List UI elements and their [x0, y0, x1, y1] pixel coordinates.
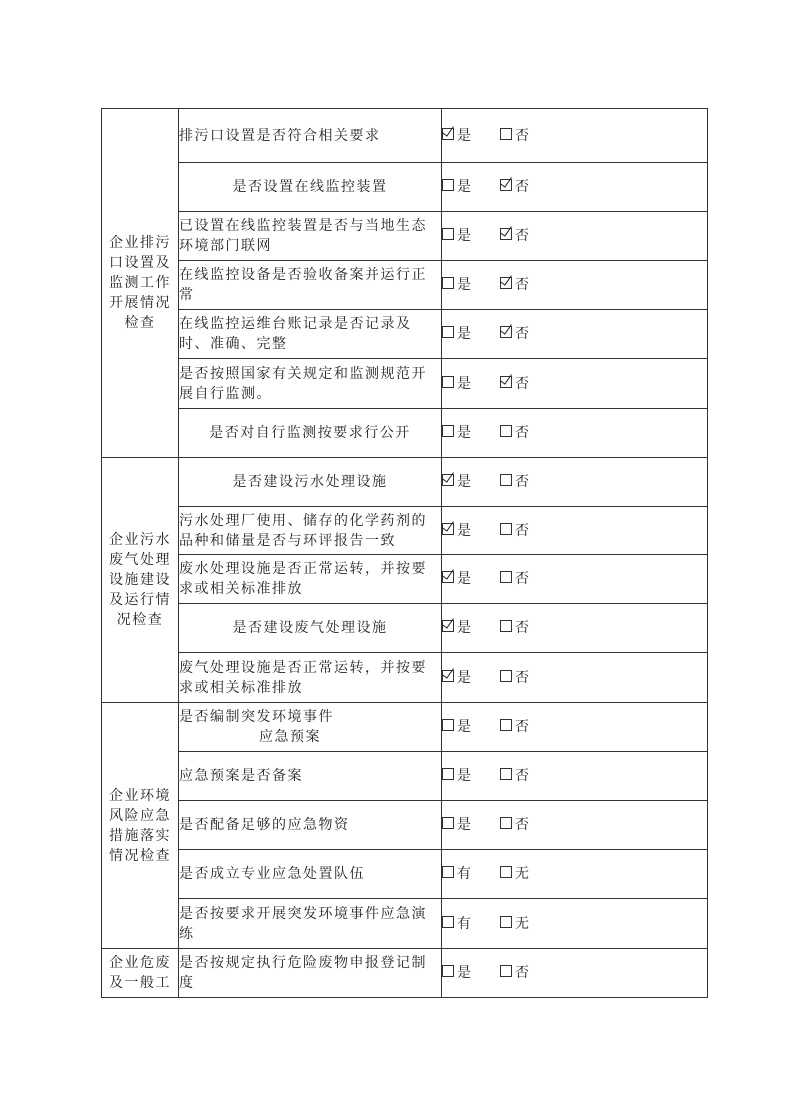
check-item: [179, 752, 442, 801]
checkbox-label: 否: [515, 620, 531, 636]
checkbox[interactable]: [442, 523, 454, 535]
checkbox-option-yes[interactable]: [442, 717, 500, 737]
answer-cell: [442, 899, 708, 949]
table-row: [102, 163, 708, 212]
check-item-text: 是否按规定执行危险废物申报登记制度: [179, 955, 427, 991]
checkbox-label: 是: [457, 620, 473, 636]
checkbox-label: 否: [515, 817, 531, 833]
checkbox-option-no[interactable]: [500, 815, 558, 835]
table-row: [102, 555, 708, 604]
checkbox-option-yes[interactable]: [442, 126, 500, 146]
check-item: [179, 604, 442, 653]
checkbox[interactable]: [442, 425, 454, 437]
category-cell: [102, 458, 179, 703]
checkbox-option-yes[interactable]: [442, 668, 500, 688]
checkbox[interactable]: [442, 719, 454, 731]
category-line: 风险应急: [109, 807, 171, 824]
table-row: [102, 949, 708, 998]
checkbox-label: 否: [515, 768, 531, 784]
check-item-text: 是否建设污水处理设施: [232, 474, 388, 490]
table-row: [102, 703, 708, 752]
checkbox-option-no[interactable]: [500, 569, 558, 589]
checkbox[interactable]: [500, 128, 512, 140]
check-item: [179, 261, 442, 310]
check-item-text: 是否配备足够的应急物资: [179, 817, 350, 833]
check-item-text: 是否编制突发环境事件: [179, 709, 334, 725]
checkbox[interactable]: [442, 179, 454, 191]
answer-cell: [442, 604, 708, 653]
category-line: 口设置及: [109, 255, 171, 271]
table-row: [102, 899, 708, 949]
table-row: [102, 752, 708, 801]
checkbox-option-yes[interactable]: [442, 569, 500, 589]
checkbox[interactable]: [500, 326, 512, 338]
checkbox-option-no[interactable]: [500, 472, 558, 492]
answer-cell: [442, 458, 708, 507]
check-item: [179, 801, 442, 850]
checkbox-label: 是: [457, 571, 473, 587]
check-item: [179, 359, 442, 409]
table-row: [102, 801, 708, 850]
checkbox-label: 是: [457, 375, 473, 392]
checkbox-option-yes[interactable]: [442, 374, 500, 394]
check-item: [179, 409, 442, 458]
check-item-text: 已设置在线监控装置是否与当地生态环境部门联网: [179, 218, 427, 254]
checkbox[interactable]: [500, 376, 512, 388]
checkbox-label: 否: [515, 522, 531, 539]
checkbox[interactable]: [442, 128, 454, 140]
checkbox-option-yes[interactable]: [442, 766, 500, 786]
checkbox-option-yes[interactable]: [442, 177, 500, 197]
checkbox[interactable]: [500, 425, 512, 437]
checkbox[interactable]: [442, 817, 454, 829]
checkbox[interactable]: [500, 670, 512, 682]
answer-cell: [442, 801, 708, 850]
checkbox[interactable]: [500, 965, 512, 977]
checkbox-option-no[interactable]: [500, 177, 558, 197]
check-item: [179, 212, 442, 261]
check-item: [179, 163, 442, 212]
checkbox-label: 否: [515, 326, 531, 342]
checkbox-option-yes[interactable]: [442, 275, 500, 295]
category-line: 及一般工: [109, 975, 171, 991]
checkbox[interactable]: [500, 768, 512, 780]
answer-cell: [442, 555, 708, 604]
checkbox[interactable]: [500, 620, 512, 632]
checkbox-label: 否: [515, 965, 531, 981]
checkbox-option-no[interactable]: [500, 226, 558, 246]
checkbox-option-no[interactable]: [500, 374, 558, 394]
check-item: [179, 109, 442, 163]
checkbox-option-yes[interactable]: [442, 618, 500, 638]
answer-cell: [442, 163, 708, 212]
checkbox-option-yes[interactable]: [442, 423, 500, 443]
checkbox-option-yes[interactable]: [442, 472, 500, 492]
answer-cell: [442, 507, 708, 555]
checkbox-label: 否: [515, 127, 531, 144]
checkbox[interactable]: [500, 228, 512, 240]
checkbox-label: 是: [457, 326, 473, 342]
checkbox-option-no[interactable]: [500, 766, 558, 786]
checkbox-option-no[interactable]: [500, 618, 558, 638]
check-item-text: 排污口设置是否符合相关要求: [179, 127, 381, 144]
checkbox-option-no[interactable]: [500, 324, 558, 344]
checkbox-option-no[interactable]: [500, 126, 558, 146]
checkbox[interactable]: [500, 179, 512, 191]
answer-cell: [442, 703, 708, 752]
checkbox-label: 是: [457, 474, 473, 490]
category-cell: [102, 109, 179, 458]
answer-cell: [442, 310, 708, 359]
checkbox-option-yes[interactable]: [442, 324, 500, 344]
checkbox-label: 否: [515, 228, 531, 244]
checkbox-option-yes[interactable]: [442, 815, 500, 835]
category-line: 措施落实: [109, 827, 171, 844]
answer-cell: [442, 409, 708, 458]
check-item: [179, 458, 442, 507]
checkbox-label: 否: [515, 179, 531, 195]
checkbox-label: 是: [457, 127, 473, 144]
checkbox-option-no[interactable]: [500, 275, 558, 295]
check-item: [179, 653, 442, 703]
checkbox[interactable]: [442, 916, 454, 928]
checkbox-label: 是: [457, 768, 473, 784]
checkbox-label: 是: [457, 179, 473, 195]
table-row: [102, 409, 708, 458]
checkbox[interactable]: [442, 620, 454, 632]
checkbox-label: 否: [515, 277, 531, 293]
check-item-text: 是否按照国家有关规定和监测规范开展自行监测。: [179, 365, 427, 402]
category-line: 情况检查: [109, 847, 171, 864]
category-line: 企业危废: [109, 955, 171, 971]
checkbox-label: 有: [457, 915, 473, 932]
table-row: [102, 507, 708, 555]
checkbox[interactable]: [442, 571, 454, 583]
checkbox-option-yes[interactable]: [442, 226, 500, 246]
checkbox[interactable]: [500, 277, 512, 289]
checkbox[interactable]: [500, 523, 512, 535]
checkbox[interactable]: [500, 719, 512, 731]
checkbox[interactable]: [442, 228, 454, 240]
category-line: 设施建设: [109, 572, 171, 588]
checkbox-option-no[interactable]: [500, 668, 558, 688]
category-cell: [102, 703, 179, 949]
checkbox-label: 否: [515, 375, 531, 392]
table-row: [102, 359, 708, 409]
checkbox[interactable]: [442, 670, 454, 682]
category-line: 企业环境: [109, 787, 171, 804]
table-row: [102, 458, 708, 507]
check-item: [179, 703, 442, 752]
check-item-text: 应急预案是否备案: [179, 768, 303, 784]
answer-cell: [442, 752, 708, 801]
checkbox-option-no[interactable]: [500, 864, 558, 884]
checkbox-label: 是: [457, 669, 473, 686]
check-item: [179, 899, 442, 949]
checkbox-option-yes[interactable]: [442, 914, 500, 934]
category-line: 企业污水: [109, 532, 171, 548]
checkbox[interactable]: [500, 866, 512, 878]
category-line: 企业排污: [109, 235, 171, 251]
checkbox-option-no[interactable]: [500, 717, 558, 737]
checkbox-label: 否: [515, 719, 531, 735]
checkbox-label: 无: [515, 866, 531, 882]
checkbox[interactable]: [442, 376, 454, 388]
checkbox[interactable]: [442, 474, 454, 486]
check-item: [179, 507, 442, 555]
category-line: 废气处理: [109, 552, 171, 568]
checkbox[interactable]: [442, 277, 454, 289]
checkbox-label: 否: [515, 425, 531, 441]
category-line: 检查: [124, 315, 156, 331]
checkbox-option-no[interactable]: [500, 521, 558, 541]
checkbox[interactable]: [500, 474, 512, 486]
check-item-text: 是否按要求开展突发环境事件应急演练: [179, 905, 427, 942]
table-row: [102, 212, 708, 261]
checkbox-label: 有: [457, 866, 473, 882]
checkbox-label: 是: [457, 965, 473, 981]
check-item-text: 是否建设废气处理设施: [232, 620, 388, 636]
inspection-table: [101, 108, 708, 998]
table-row: [102, 261, 708, 310]
checkbox[interactable]: [500, 571, 512, 583]
checkbox-label: 是: [457, 425, 473, 441]
check-item-text: 是否成立专业应急处置队伍: [179, 866, 365, 882]
checkbox-label: 是: [457, 277, 473, 293]
checkbox-label: 是: [457, 228, 473, 244]
check-item-text: 在线监控运维台账记录是否记录及时、准确、完整: [179, 316, 412, 352]
category-line: 开展情况: [109, 295, 171, 311]
answer-cell: [442, 653, 708, 703]
checkbox-label: 无: [515, 915, 531, 932]
check-item-text: 污水处理厂使用、储存的化学药剂的品种和储量是否与环评报告一致: [179, 512, 427, 549]
checkbox-label: 否: [515, 571, 531, 587]
answer-cell: [442, 261, 708, 310]
check-item-text: 废气处理设施是否正常运转，并按要求或相关标准排放: [179, 659, 427, 696]
category-line: 况检查: [116, 612, 164, 628]
checkbox-label: 是: [457, 817, 473, 833]
checkbox[interactable]: [500, 916, 512, 928]
check-item-text-continued: 应急预案: [259, 729, 321, 745]
checkbox-option-yes[interactable]: [442, 864, 500, 884]
checkbox-option-yes[interactable]: [442, 963, 500, 983]
checkbox-option-no[interactable]: [500, 423, 558, 443]
check-item: [179, 949, 442, 998]
answer-cell: [442, 212, 708, 261]
table-row: [102, 850, 708, 899]
checkbox-label: 否: [515, 474, 531, 490]
answer-cell: [442, 359, 708, 409]
checkbox-option-no[interactable]: [500, 963, 558, 983]
checkbox[interactable]: [442, 866, 454, 878]
checkbox[interactable]: [442, 326, 454, 338]
check-item: [179, 850, 442, 899]
check-item: [179, 555, 442, 604]
category-cell: [102, 949, 179, 998]
check-item-text: 是否设置在线监控装置: [232, 179, 388, 195]
checkbox-option-yes[interactable]: [442, 521, 500, 541]
check-item-text: 废水处理设施是否正常运转，并按要求或相关标准排放: [179, 561, 427, 597]
check-item-text: 是否对自行监测按要求行公开: [209, 425, 411, 441]
checkbox[interactable]: [442, 965, 454, 977]
table-row: [102, 653, 708, 703]
table-row: [102, 604, 708, 653]
check-item: [179, 310, 442, 359]
answer-cell: [442, 850, 708, 899]
checkbox[interactable]: [442, 768, 454, 780]
checkbox-label: 是: [457, 719, 473, 735]
checkbox-label: 是: [457, 522, 473, 539]
check-item-text: 在线监控设备是否验收备案并运行正常: [179, 267, 427, 303]
checkbox-label: 否: [515, 669, 531, 686]
checkbox-option-no[interactable]: [500, 914, 558, 934]
answer-cell: [442, 949, 708, 998]
table-row: [102, 310, 708, 359]
checkbox[interactable]: [500, 817, 512, 829]
answer-cell: [442, 109, 708, 163]
category-line: 监测工作: [109, 275, 171, 291]
table-row: [102, 109, 708, 163]
category-line: 及运行情: [109, 592, 171, 608]
